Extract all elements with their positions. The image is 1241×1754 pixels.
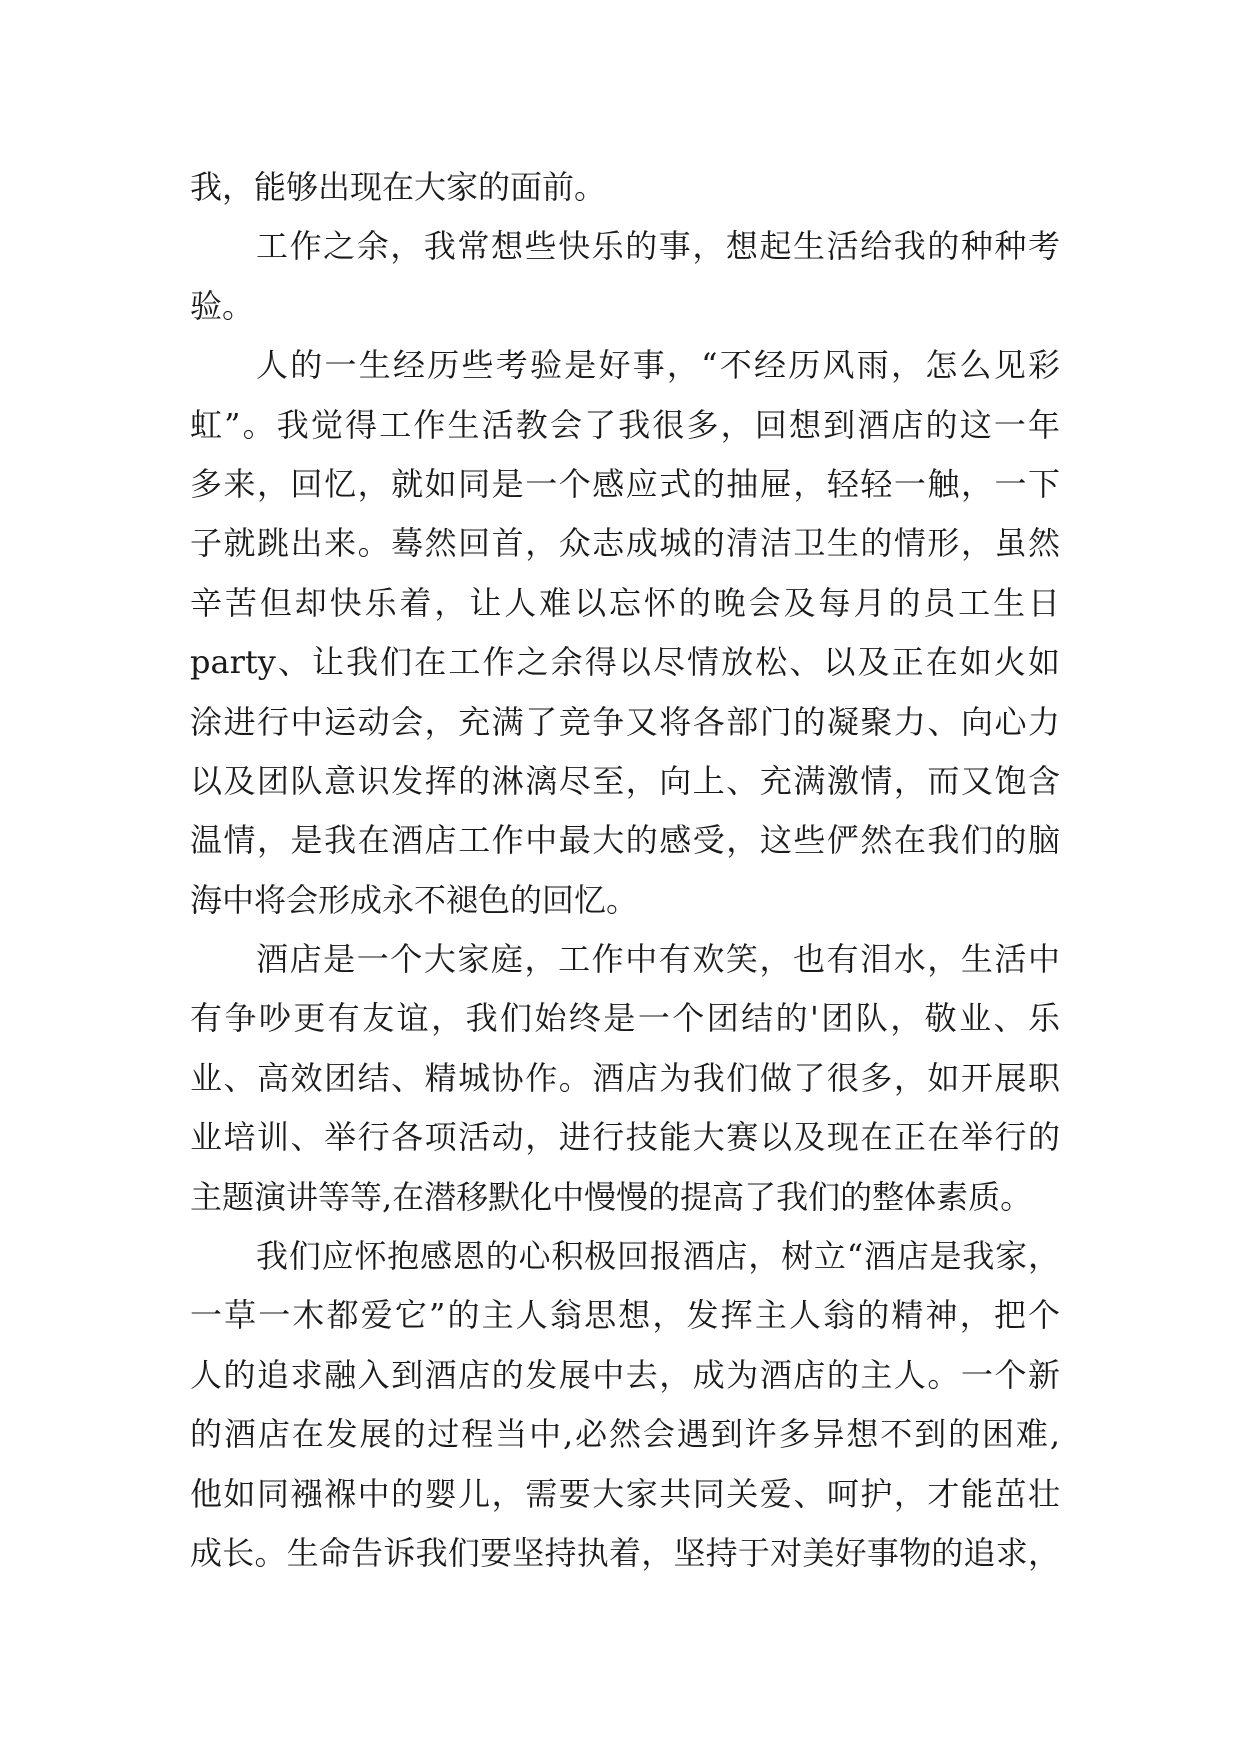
text-line: 一草一木都爱它”的主人翁思想，发挥主人翁的精神，把个 — [190, 1296, 1060, 1335]
text-line: 辛苦但却快乐着，让人难以忘怀的晚会及每月的员工生日 — [190, 583, 1060, 622]
text-line: 子就跳出来。蓦然回首，众志成城的清洁卫生的情形，虽然 — [190, 524, 1060, 563]
text-line: 工作之余，我常想些快乐的事，想起生活给我的种种考 — [256, 227, 1060, 266]
text-line: 的酒店在发展的过程当中,必然会遇到许多异想不到的困难, — [190, 1415, 1060, 1454]
text-line: 人的一生经历些考验是好事，“不经历风雨，怎么见彩 — [256, 346, 1060, 385]
body-text — [190, 158, 1060, 1583]
text-line: 主题演讲等等,在潜移默化中慢慢的提高了我们的整体素质。 — [190, 1177, 1033, 1216]
text-line: 验。 — [190, 286, 255, 325]
text-line: 人的追求融入到酒店的发展中去，成为酒店的主人。一个新 — [190, 1355, 1060, 1394]
text-line: 我，能够出现在大家的面前。 — [190, 168, 607, 206]
text-line: 有争吵更有友谊，我们始终是一个团结的'团队，敬业、乐 — [190, 999, 1060, 1038]
text-line: party、让我们在工作之余得以尽情放松、以及正在如火如 — [190, 643, 1060, 682]
text-line: 我们应怀抱感恩的心积极回报酒店，树立“酒店是我家， — [256, 1237, 1060, 1276]
text-line: 酒店是一个大家庭，工作中有欢笑，也有泪水，生活中 — [256, 940, 1060, 979]
text-line: 成长。生命告诉我们要坚持执着，坚持于对美好事物的追求， — [190, 1533, 1060, 1572]
text-line: 多来，回忆，就如同是一个感应式的抽屉，轻轻一触，一下 — [190, 464, 1060, 503]
text-line: 虹”。我觉得工作生活教会了我很多，回想到酒店的这一年 — [190, 405, 1060, 444]
text-line: 以及团队意识发挥的淋漓尽至，向上、充满激情，而又饱含 — [190, 761, 1060, 800]
text-line: 温情，是我在酒店工作中最大的感受，这些俨然在我们的脑 — [190, 821, 1060, 860]
text-line: 涂进行中运动会，充满了竞争又将各部门的凝聚力、向心力 — [190, 702, 1060, 741]
text-line: 业、高效团结、精城协作。酒店为我们做了很多，如开展职 — [190, 1058, 1060, 1097]
text-line: 海中将会形成永不褪色的回忆。 — [190, 880, 639, 919]
text-line: 他如同襁褓中的婴儿，需要大家共同关爱、呵护，才能茁壮 — [190, 1474, 1060, 1513]
text-line: 业培训、举行各项活动，进行技能大赛以及现在正在举行的 — [190, 1118, 1060, 1157]
